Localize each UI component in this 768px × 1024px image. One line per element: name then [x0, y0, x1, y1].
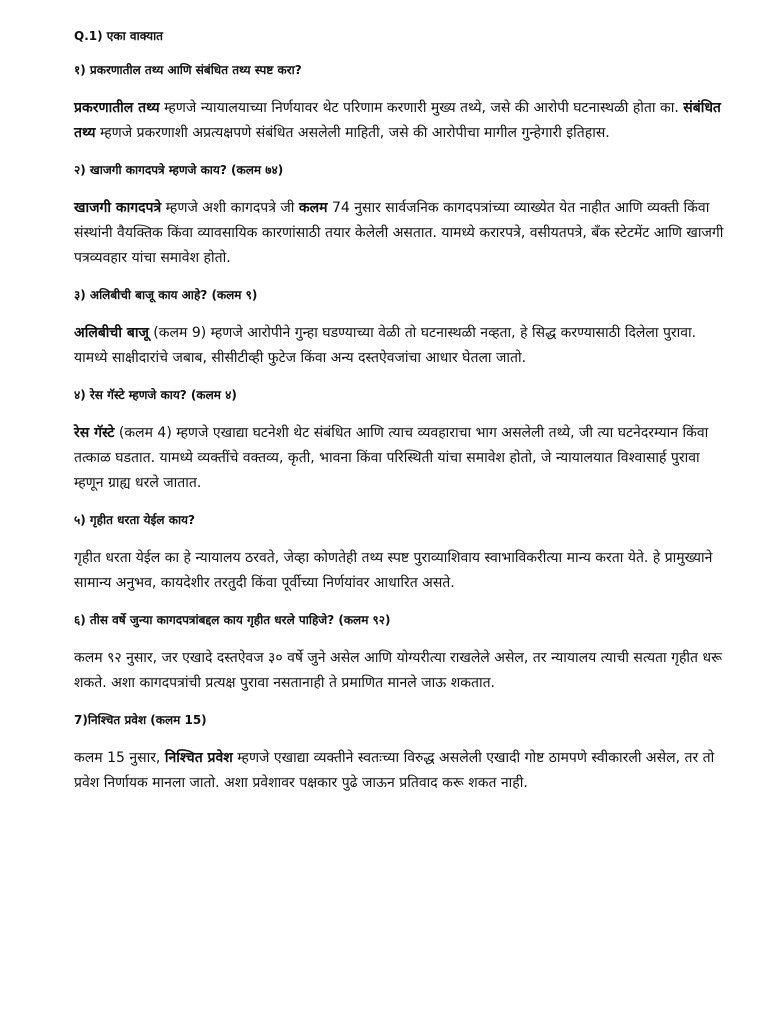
answer-1-term: प्रकरणातील तथ्य	[74, 100, 160, 116]
answer-1-term-2: संबंधित तथ्य	[74, 100, 721, 141]
answer-7-text-2: म्हणजे एखाद्या व्यक्तीने स्वतःच्या विरुद्ध असलेली एखादी गोष्ट ठामपणे स्वीकारली असेल, तर तो प्रवेश निर्णायक मानला जातो. अशा प्रवेशावर पक्षकार पुढे जाऊन प्रतिवाद करू शकत नाही.	[74, 750, 715, 791]
question-4: ४) रेस गॅस्टे म्हणजे काय? (कलम ४)	[74, 388, 237, 402]
answer-7	[74, 746, 728, 796]
question-6: ६) तीस वर्षे जुन्या कागदपत्रांबद्दल काय गृहीत धरले पाहिजे? (कलम ९२)	[74, 613, 391, 627]
answer-4-text: (कलम 4) म्हणजे एखाद्या घटनेशी थेट संबंधित आणि त्याच व्यवहाराचा भाग असलेली तथ्ये, जी त्या घटनेदरम्यान किंवा तत्काळ घडतात. यामध्ये व्यक्तींचे वक्तव्य, कृती, भावना किंवा परिस्थिती यांचा समावेश होतो, जे न्यायालयात विश्वासार्ह पुरावा म्हणून ग्राह्य धरले जातात.	[74, 425, 709, 491]
answer-5	[74, 546, 728, 596]
answer-4-term: रेस गॅस्टे	[74, 425, 115, 441]
answer-3	[74, 321, 728, 371]
answer-3-text: (कलम 9) म्हणजे आरोपीने गुन्हा घडण्याच्या वेळी तो घटनास्थळी नव्हता, हे सिद्ध करण्यासाठी दिलेला पुरावा. यामध्ये साक्षीदारांचे जबाब, सीसीटीव्ही फुटेज किंवा अन्य दस्तऐवजांचा आधार घेतला जातो.	[74, 325, 697, 366]
question-5: ५) गृहीत धरता येईल काय?	[74, 513, 195, 527]
question-1: १) प्रकरणातील तथ्य आणि संबंधित तथ्य स्पष्ट करा?	[74, 63, 302, 77]
answer-7-text: कलम 15 नुसार,	[74, 750, 165, 766]
page-title: Q.1) एका वाक्यात	[74, 29, 164, 43]
answer-2	[74, 196, 728, 271]
question-2: २) खाजगी कागदपत्रे म्हणजे काय? (कलम ७४)	[74, 163, 284, 177]
answer-6-text: कलम ९२ नुसार, जर एखादे दस्तऐवज ३० वर्षे जुने असेल आणि योग्यरीत्या राखलेले असेल, तर न्यायालय त्याची सत्यता गृहीत धरू शकते. अशा कागदपत्रांची प्रत्यक्ष पुरावा नसतानाही ते प्रमाणित मानले जाऊ शकतात.	[74, 650, 722, 691]
question-3: ३) अलिबीची बाजू काय आहे? (कलम ९)	[74, 288, 258, 302]
answer-1-text: म्हणजे न्यायालयाच्या निर्णयावर थेट परिणाम करणारी मुख्य तथ्ये, जसे की आरोपी घटनास्थळी होता का.	[159, 100, 684, 116]
answer-4	[74, 421, 728, 496]
answer-1-text-2: म्हणजे प्रकरणाशी अप्रत्यक्षपणे संबंधित असलेली माहिती, जसे की आरोपीचा मागील गुन्हेगारी इतिहास.	[95, 125, 610, 141]
answer-3-term: अलिबीची बाजू	[74, 325, 149, 341]
answer-7-term: निश्चित प्रवेश	[164, 750, 233, 766]
answer-5-text: गृहीत धरता येईल का हे न्यायालय ठरवते, जेव्हा कोणतेही तथ्य स्पष्ट पुराव्याशिवाय स्वाभाविकरीत्या मान्य करता येते. हे प्रामुख्याने सामान्य अनुभव, कायदेशीर तरतुदी किंवा पूर्वीच्या निर्णयांवर आधारित असते.	[74, 550, 713, 591]
answer-2-text-2: 74 नुसार सार्वजनिक कागदपत्रांच्या व्याख्येत येत नाहीत आणि व्यक्ती किंवा संस्थांनी वैयक्तिक किंवा व्यावसायिक कारणांसाठी तयार केलेली असतात. यामध्ये करारपत्रे, वसीयतपत्रे, बँक स्टेटमेंट आणि खाजगी पत्रव्यवहार यांचा समावेश होतो.	[74, 200, 724, 266]
answer-6	[74, 646, 728, 696]
answer-2-term: खाजगी कागदपत्रे	[74, 200, 162, 216]
answer-2-term-2: कलम	[298, 200, 328, 216]
question-7: 7)निश्चित प्रवेश (कलम 15)	[74, 713, 207, 727]
answer-2-text: म्हणजे अशी कागदपत्रे जी	[161, 200, 299, 216]
answer-1	[74, 96, 728, 146]
